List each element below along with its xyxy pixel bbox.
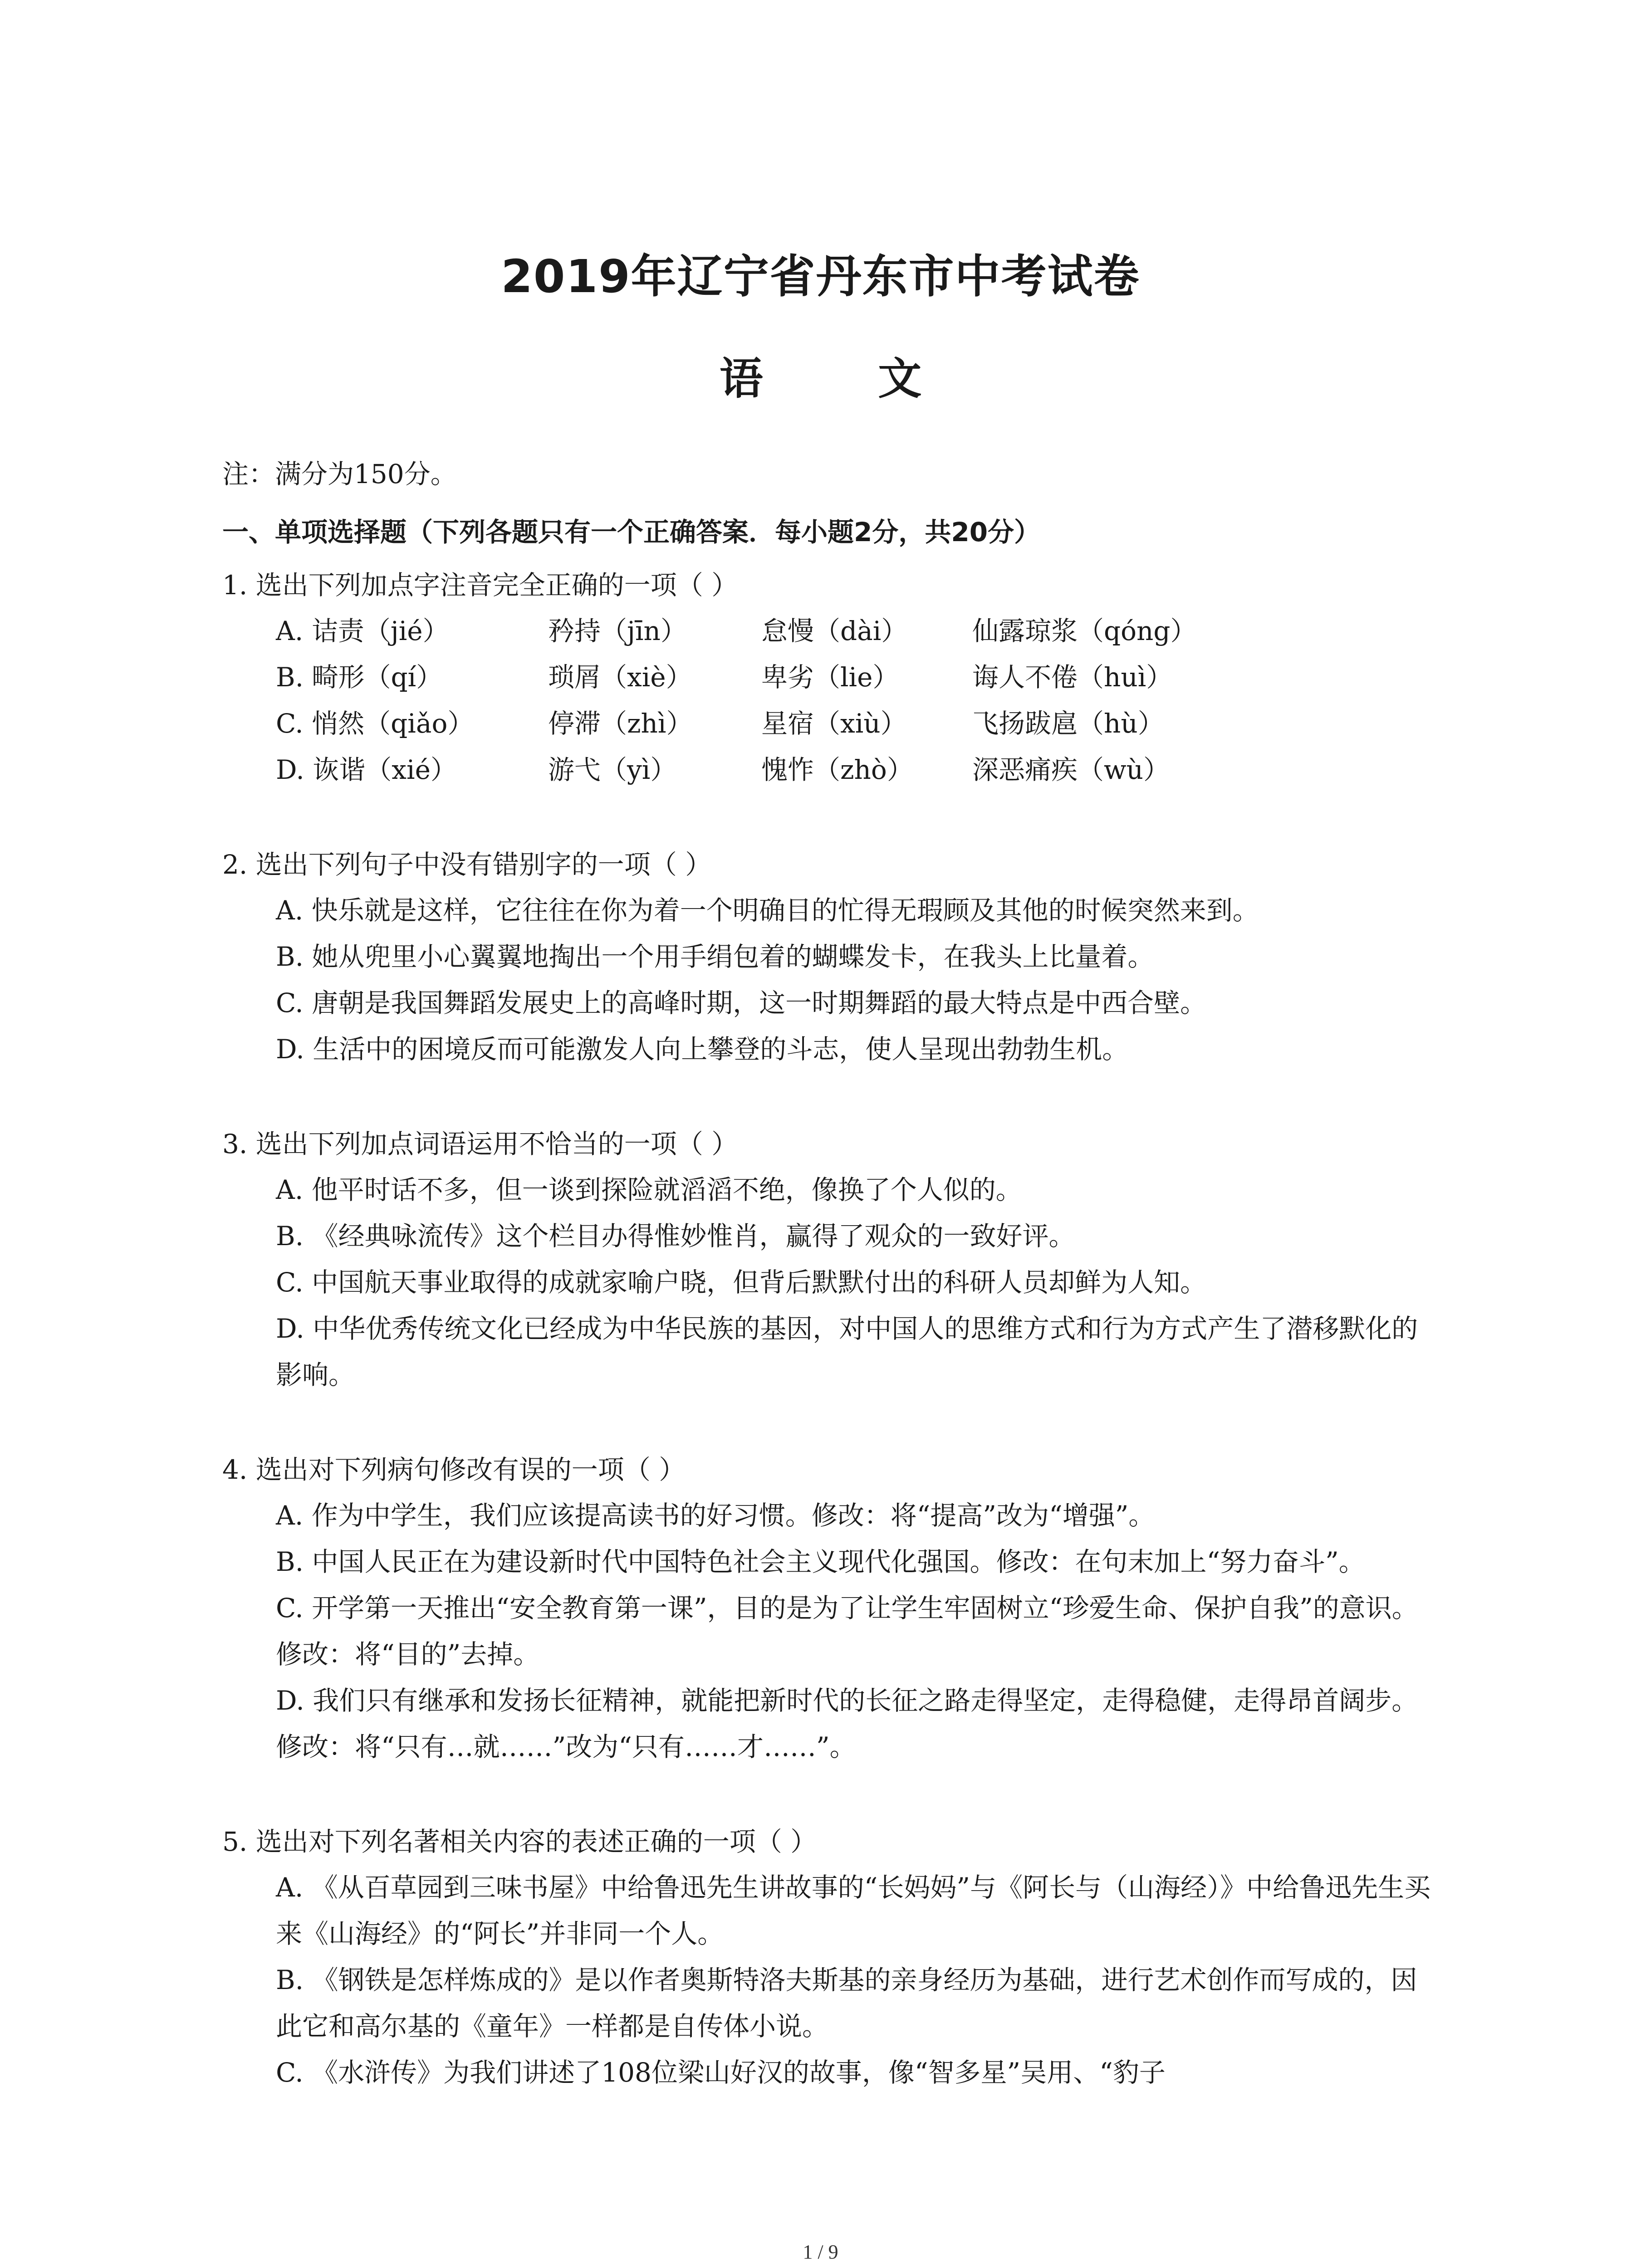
option-d: D. 生活中的困境反而可能激发人向上攀登的斗志，使人呈现出勃勃生机。 (276, 1034, 1129, 1065)
option-cell: 停滞（zhì） (548, 708, 693, 739)
option-cell: 琐屑（xiè） (548, 662, 692, 693)
option-a: A. 他平时话不多，但一谈到探险就滔滔不绝，像换了个人似的。 (276, 1174, 1022, 1205)
option-cell: 愧怍（zhò） (761, 754, 913, 785)
option-cell: C. 悄然（qiǎo） (276, 708, 474, 739)
option-a: A. 快乐就是这样，它往往在你为着一个明确目的忙得无瑕顾及其他的时候突然来到。 (276, 895, 1259, 926)
option-a: A. 《从百草园到三味书屋》中给鲁迅先生讲故事的“长妈妈”与《阿长与（山海经）》中给鲁迅先生买来《山海经》的“阿长”并非同一个人。 (276, 1872, 1431, 1949)
question-5 (222, 1819, 1443, 2096)
option-cell: 怠慢（dài） (761, 616, 908, 646)
option-d: D. 中华优秀传统文化已经成为中华民族的基因，对中国人的思维方式和行为方式产生了潜移默化的影响。 (276, 1313, 1418, 1390)
score-note: 注：满分为150分。 (222, 459, 457, 489)
option-b: B. 她从兜里小心翼翼地掏出一个用手绢包着的蝴蝶发卡，在我头上比量着。 (276, 941, 1154, 972)
question-stem: 3. 选出下列加点词语运用不恰当的一项（ ） (222, 1129, 738, 1159)
question-4 (222, 1447, 1443, 1770)
question-3 (222, 1121, 1443, 1398)
exam-content (222, 454, 1443, 2145)
option-cell: B. 畸形（qí） (276, 662, 443, 693)
option-b: B. 《钢铁是怎样炼成的》是以作者奥斯特洛夫斯基的亲身经历为基础，进行艺术创作而写成的，因此它和高尔基的《童年》一样都是自传体小说。 (276, 1965, 1417, 2042)
question-stem: 2. 选出下列句子中没有错别字的一项（ ） (222, 849, 712, 880)
option-row-a (222, 608, 1443, 654)
option-cell: 矜持（jīn） (548, 616, 687, 646)
section-heading-single-choice: 一、单项选择题（下列各题只有一个正确答案．每小题2分，共20分） (222, 517, 1041, 547)
option-cell: 卑劣（lie） (761, 662, 899, 693)
option-cell: A. 诘责（jié） (276, 616, 449, 646)
page-number: 1 / 9 (803, 2241, 838, 2263)
question-stem: 1. 选出下列加点字注音完全正确的一项（ ） (222, 570, 738, 601)
subject-title: 语 文 (719, 353, 972, 404)
question-1 (222, 562, 1443, 793)
option-c: C. 唐朝是我国舞蹈发展史上的高峰时期，这一时期舞蹈的最大特点是中西合壁。 (276, 987, 1207, 1018)
question-2 (222, 842, 1443, 1072)
option-row-d (222, 747, 1443, 793)
option-cell: 游弋（yì） (548, 754, 677, 785)
option-cell: D. 诙谐（xié） (276, 754, 457, 785)
option-cell: 诲人不倦（huì） (972, 662, 1173, 693)
option-a: A. 作为中学生，我们应该提高读书的好习惯。修改：将“提高”改为“增强”。 (276, 1500, 1155, 1531)
option-cell: 深恶痛疾（wù） (972, 754, 1170, 785)
option-b: B. 《经典咏流传》这个栏目办得惟妙惟肖，赢得了观众的一致好评。 (276, 1221, 1075, 1251)
option-b: B. 中国人民正在为建设新时代中国特色社会主义现代化强国。修改：在句末加上“努力奋斗”。 (276, 1546, 1365, 1577)
option-cell: 仙露琼浆（qóng） (972, 616, 1197, 646)
option-d: D. 我们只有继承和发扬长征精神，就能把新时代的长征之路走得坚定，走得稳健，走得昂首阔步。修改：将“只有…就……”改为“只有……才……”。 (276, 1685, 1418, 1762)
question-stem: 4. 选出对下列病句修改有误的一项（ ） (222, 1454, 686, 1485)
option-cell: 飞扬跋扈（hù） (972, 708, 1164, 739)
option-c: C. 《水浒传》为我们讲述了108位梁山好汉的故事，像“智多星”吴用、“豹子 (276, 2057, 1166, 2088)
option-row-c (222, 700, 1443, 747)
option-row-b (222, 654, 1443, 700)
option-c: C. 中国航天事业取得的成就家喻户晓，但背后默默付出的科研人员却鲜为人知。 (276, 1267, 1207, 1298)
exam-title: 2019年辽宁省丹东市中考试卷 (501, 250, 1140, 303)
question-stem: 5. 选出对下列名著相关内容的表述正确的一项（ ） (222, 1826, 817, 1857)
option-cell: 星宿（xiù） (761, 708, 907, 739)
option-c: C. 开学第一天推出“安全教育第一课”，目的是为了让学生牢固树立“珍爱生命、保护自我”的意识。修改：将“目的”去掉。 (276, 1593, 1418, 1670)
